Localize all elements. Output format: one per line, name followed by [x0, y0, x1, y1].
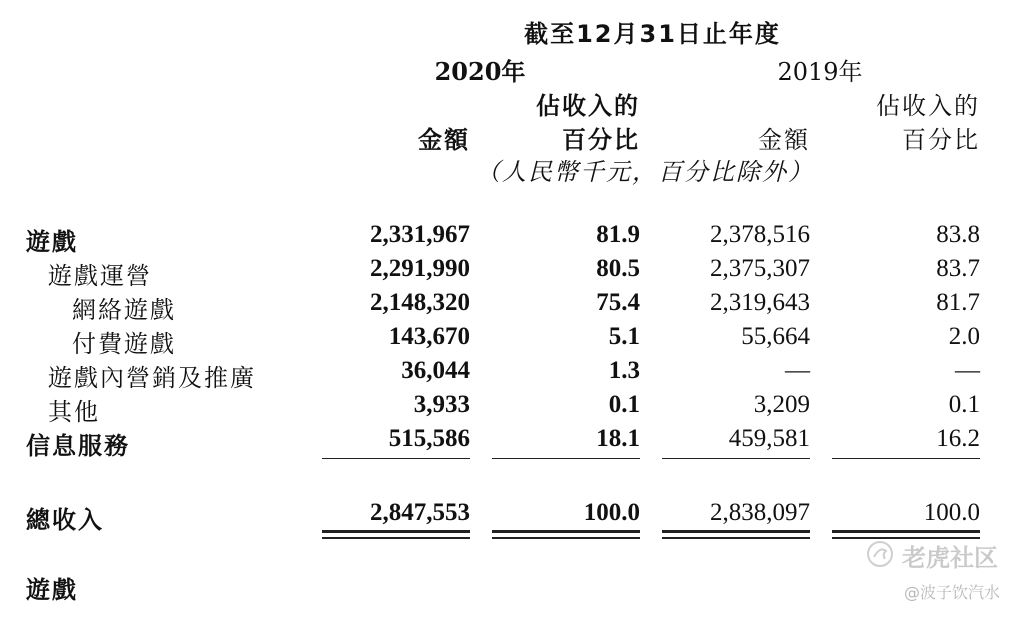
total-2019-amount: 2,838,097: [710, 499, 810, 526]
total-rule-2019-amount: [662, 530, 810, 539]
row-label-in-game-marketing: 遊戲內營銷及推廣: [48, 364, 256, 392]
total-rule-2020-amount: [322, 530, 470, 539]
watermark-brand: 老虎社区: [902, 544, 998, 572]
total-2020-pct: 100.0: [583, 499, 640, 526]
pct-header-2019-line1: 佔收入的: [876, 92, 980, 120]
row-games-2019-amount: 2,378,516: [710, 221, 810, 248]
total-rule-2020-pct: [492, 530, 640, 539]
row-games-2020-pct: 81.9: [596, 221, 640, 248]
subtotal-rule-2019-pct: [832, 458, 980, 459]
row-label-online-games: 網絡遊戲: [72, 296, 176, 324]
row-in-game-marketing-2020-amount: 36,044: [401, 357, 470, 384]
units-note: （人民幣千元，百分比除外）: [476, 158, 814, 186]
row-label-information-services: 信息服務: [26, 432, 130, 460]
amount-header-2020: 金額: [418, 126, 470, 154]
row-others-2020-amount: 3,933: [413, 391, 470, 418]
row-in-game-marketing-2020-pct: 1.3: [608, 357, 640, 384]
year-2020-header: 2020年: [434, 57, 526, 86]
row-label-others: 其他: [48, 398, 100, 426]
row-game-operations-2019-pct: 83.7: [936, 255, 980, 282]
total-2019-pct: 100.0: [923, 499, 980, 526]
row-information-services-2020-pct: 18.1: [596, 425, 640, 452]
row-label-paid-games: 付費遊戲: [72, 330, 176, 358]
row-others-2020-pct: 0.1: [608, 391, 640, 418]
subtotal-rule-2020-pct: [492, 458, 640, 459]
row-in-game-marketing-2019-pct: —: [955, 357, 980, 384]
row-paid-games-2019-amount: 55,664: [741, 323, 810, 350]
subtotal-rule-2020-amount: [322, 458, 470, 459]
row-paid-games-2020-amount: 143,670: [388, 323, 470, 350]
row-information-services-2019-amount: 459,581: [728, 425, 810, 452]
row-game-operations-2020-amount: 2,291,990: [370, 255, 470, 282]
row-game-operations-2020-pct: 80.5: [596, 255, 640, 282]
row-online-games-2019-pct: 81.7: [936, 289, 980, 316]
row-online-games-2020-amount: 2,148,320: [370, 289, 470, 316]
year-2019-header: 2019年: [777, 58, 863, 86]
row-in-game-marketing-2019-amount: —: [785, 357, 810, 384]
row-information-services-2019-pct: 16.2: [936, 425, 980, 452]
tiger-logo-icon: [866, 540, 894, 568]
row-others-2019-pct: 0.1: [948, 391, 980, 418]
watermark-user: @波子饮汽水: [904, 583, 1001, 602]
row-label-games: 遊戲: [26, 228, 78, 256]
watermark: [866, 536, 1026, 606]
row-label-game-operations: 遊戲運營: [48, 262, 152, 290]
row-information-services-2020-amount: 515,586: [388, 425, 470, 452]
row-online-games-2020-pct: 75.4: [596, 289, 640, 316]
row-online-games-2019-amount: 2,319,643: [710, 289, 810, 316]
period-header: 截至12月31日止年度: [524, 20, 781, 48]
row-game-operations-2019-amount: 2,375,307: [710, 255, 810, 282]
row-label-total-revenue: 總收入: [26, 506, 104, 534]
section-heading-games: 遊戲: [26, 576, 78, 604]
row-games-2019-pct: 83.8: [936, 221, 980, 248]
total-2020-amount: 2,847,553: [370, 499, 470, 526]
row-others-2019-amount: 3,209: [753, 391, 810, 418]
pct-header-2019-line2: 百分比: [902, 126, 980, 154]
row-games-2020-amount: 2,331,967: [370, 221, 470, 248]
pct-header-2020-line1: 佔收入的: [536, 92, 640, 120]
row-paid-games-2019-pct: 2.0: [948, 323, 980, 350]
pct-header-2020-line2: 百分比: [562, 126, 640, 154]
row-paid-games-2020-pct: 5.1: [608, 323, 640, 350]
subtotal-rule-2019-amount: [662, 458, 810, 459]
amount-header-2019: 金額: [758, 126, 810, 154]
